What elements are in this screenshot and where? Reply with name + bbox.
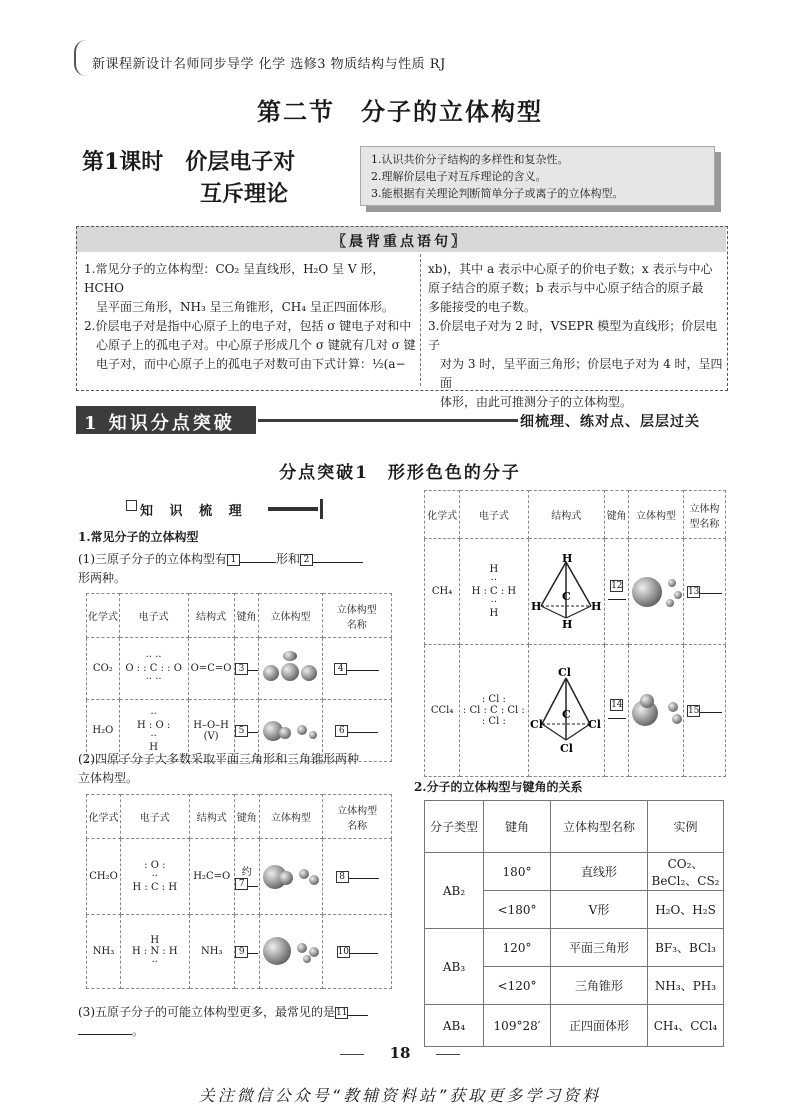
formula-ccl4: CCl₄	[425, 645, 460, 777]
summary-line: 多能接受的电子数。	[428, 300, 537, 314]
atom-ball	[674, 591, 682, 599]
answer-blank-3[interactable]	[248, 670, 258, 671]
page-number: 18	[389, 1044, 411, 1062]
atom-label: Cl	[558, 666, 572, 679]
formula-co2: CO₂	[87, 638, 120, 700]
knowledge-bar	[268, 507, 318, 511]
angle-approx: 约	[241, 867, 252, 878]
type-ab4: AB₄	[425, 1005, 484, 1047]
atom-label: Cl	[530, 718, 544, 731]
atom-ball	[297, 943, 307, 953]
electron-line: ·· ··	[145, 652, 162, 663]
bond-angle-table	[424, 800, 724, 1047]
structure-co2: O=C=O	[188, 638, 234, 700]
knowledge-bar-end	[320, 499, 323, 519]
type-ab2: AB₂	[425, 853, 484, 929]
tri-atom-table	[86, 593, 392, 762]
section-title: 第二节 分子的立体构型	[257, 97, 543, 126]
answer-blank-11b[interactable]	[78, 1034, 132, 1035]
th-shape: 立体构型	[629, 491, 684, 539]
blank-num-1: 1	[227, 554, 240, 566]
th-bond-angle: 键角	[484, 801, 551, 853]
name-cell	[322, 638, 391, 700]
shape-name: 正四面体形	[551, 1005, 648, 1047]
atom-ball	[668, 579, 676, 587]
atom-ball	[299, 869, 309, 879]
atom-ball	[279, 727, 291, 739]
model-ch4	[629, 539, 684, 645]
tri-b: 形和	[276, 552, 301, 566]
section-band-title: 1 知识分点突破	[84, 413, 235, 434]
blank-num-3: 3	[235, 663, 248, 675]
table-row	[87, 638, 392, 700]
footer-note: 关注微信公众号“教辅资料站”获取更多学习资料	[198, 1086, 602, 1105]
objective-item: 2.理解价层电子对互斥理论的含义。	[371, 170, 547, 183]
angle-value: 109°28′	[484, 1005, 551, 1047]
atom-ball	[632, 577, 662, 607]
header-curve	[74, 40, 86, 76]
blank-num-6: 6	[335, 725, 348, 737]
atom-ball	[672, 714, 682, 724]
s1-tri-text	[78, 550, 398, 588]
answer-blank-6[interactable]	[348, 732, 378, 733]
four-atom-table	[86, 794, 392, 989]
structure-ch4	[528, 539, 604, 645]
section-band-subtitle: 细梳理、练对点、层层过关	[520, 414, 700, 430]
blank-num-9: 9	[235, 946, 248, 958]
name-cell	[683, 539, 725, 645]
blank-num-2: 2	[300, 554, 313, 566]
electron-line: ··	[150, 730, 157, 742]
table-row	[425, 539, 726, 645]
atom-label: Cl	[560, 742, 574, 754]
th-formula: 化学式	[87, 594, 120, 638]
answer-blank-13[interactable]	[700, 593, 722, 594]
angle-value: <120°	[484, 967, 551, 1005]
table-row	[425, 929, 724, 967]
angle-value: 180°	[484, 853, 551, 891]
tetrahedron-ch4	[531, 552, 601, 628]
electron-line: H	[489, 608, 499, 619]
th-formula: 化学式	[87, 795, 121, 839]
electron-line: : Cl : C : Cl :	[462, 705, 525, 716]
electron-line: ··	[151, 871, 158, 882]
atom-label: H	[562, 552, 573, 565]
atom-label: Cl	[588, 718, 602, 731]
th-structure: 结构式	[528, 491, 604, 539]
section-band-line	[258, 419, 518, 422]
electron-nh3	[121, 915, 190, 989]
electron-line: ··	[150, 708, 157, 720]
answer-blank-7[interactable]	[248, 886, 258, 887]
blank-num-4: 4	[334, 663, 347, 675]
angle-value: 120°	[484, 929, 551, 967]
summary-title: 〖晨背重点语句〗	[332, 234, 468, 250]
blank-num-12: 12	[611, 581, 623, 591]
four-a: (2)四原子分子大多数采取平面三角形和三角锥形两种	[78, 752, 360, 766]
answer-blank-4[interactable]	[347, 670, 379, 671]
electron-line: ··	[151, 957, 158, 968]
electron-line: : O :	[144, 860, 166, 871]
examples: H₂O、H₂S	[648, 891, 724, 929]
angle-value: <180°	[484, 891, 551, 929]
answer-blank-5[interactable]	[248, 732, 258, 733]
atom-label: C	[562, 708, 571, 721]
table-row	[425, 853, 724, 891]
summary-line: xb)，其中 a 表示中心原子的价电子数；x 表示与中心	[428, 262, 713, 276]
th-structure: 结构式	[188, 594, 234, 638]
atom-ball	[309, 731, 317, 739]
angle-cell	[234, 638, 259, 700]
th-shape: 立体构型	[259, 795, 323, 839]
examples: NH₃、PH₃	[648, 967, 724, 1005]
summary-line: 电子对，而中心原子上的孤电子对数可由下式计算：½(a−	[96, 357, 406, 371]
atom-ball	[283, 651, 297, 661]
tetra-table	[424, 490, 726, 777]
th-electron: 电子式	[460, 491, 528, 539]
model-ch2o	[259, 839, 323, 915]
th-shape-name: 立体构型名称	[551, 801, 648, 853]
atom-label: H	[531, 600, 542, 613]
th-shape-name: 立体构型名称	[322, 594, 391, 638]
structure-h2o: H–O–H (V)	[188, 700, 234, 762]
answer-blank-2[interactable]	[313, 562, 363, 563]
th-mol-type: 分子类型	[425, 801, 484, 853]
blank-num-11: 11	[336, 1007, 348, 1018]
answer-blank-15[interactable]	[700, 712, 722, 713]
name-cell	[683, 645, 725, 777]
formula-h2o: H₂O	[87, 700, 120, 762]
atom-label: H	[591, 600, 602, 613]
atom-ball	[666, 599, 674, 607]
summary-line: 对为 3 时，呈平面三角形；价层电子对为 4 时，呈四面	[440, 357, 723, 390]
answer-blank-1[interactable]	[240, 562, 276, 563]
learning-objectives	[360, 146, 715, 206]
atom-ball	[309, 875, 319, 885]
running-header: 新课程新设计名师同步导学 化学 选修3 物质结构与性质 RJ	[92, 57, 446, 72]
atom-ball	[640, 694, 654, 708]
shape-name: 三角锥形	[551, 967, 648, 1005]
atom-ball	[263, 937, 291, 965]
electron-line: H : O :	[137, 719, 171, 731]
blank-num-14: 14	[611, 700, 623, 710]
structure-nh3: NH₃	[189, 915, 234, 989]
table-row	[87, 915, 392, 989]
point-title: 分点突破1 形形色色的分子	[279, 463, 521, 483]
table-row	[425, 1005, 724, 1047]
summary-line: 原子结合的原子数；b 表示与中心原子结合的原子最	[428, 281, 704, 295]
th-examples: 实例	[648, 801, 724, 853]
th-angle: 键角	[234, 594, 259, 638]
electron-ch4	[460, 539, 528, 645]
summary-line: 1.常见分子的立体构型：CO₂ 呈直线形，H₂O 呈 V 形，HCHO	[84, 262, 385, 295]
th-electron: 电子式	[121, 795, 190, 839]
atom-label: H	[562, 618, 573, 628]
five-end: 。	[132, 1024, 145, 1038]
shape-name: 平面三角形	[551, 929, 648, 967]
electron-line: H : N : H	[131, 946, 178, 957]
s2-title: 2.分子的立体构型与键角的关系	[414, 780, 583, 794]
formula-ch2o: CH₂O	[87, 839, 121, 915]
shape-name: V形	[551, 891, 648, 929]
knowledge-label: 知 识 梳 理	[140, 504, 248, 519]
summary-divider	[420, 254, 421, 386]
answer-blank-9[interactable]	[248, 953, 258, 954]
model-co2	[259, 638, 322, 700]
structure-ccl4	[528, 645, 604, 777]
electron-line: H : C : H	[132, 882, 178, 893]
electron-ccl4	[460, 645, 528, 777]
s1-title: 1.常见分子的立体构型	[78, 530, 199, 544]
th-angle: 键角	[234, 795, 259, 839]
electron-line: O : : C : : O	[125, 663, 182, 674]
summary-line: 体形，由此可推测分子的立体构型。	[440, 395, 633, 409]
th-shape-name: 立体构型名称	[683, 491, 725, 539]
blank-num-7: 7	[235, 878, 248, 890]
electron-line: ·· ··	[145, 674, 162, 685]
angle-cell	[234, 915, 259, 989]
square-icon	[126, 500, 137, 511]
objective-item: 3.能根据有关理论判断简单分子或离子的立体构型。	[371, 187, 624, 200]
tetrahedron-ccl4	[530, 664, 602, 754]
answer-blank-14[interactable]	[608, 718, 626, 719]
name-cell	[323, 915, 392, 989]
electron-line: H	[149, 741, 158, 753]
lesson-title	[82, 146, 295, 210]
shape-name: 直线形	[551, 853, 648, 891]
th-shape: 立体构型	[259, 594, 322, 638]
electron-line: : Cl :	[481, 694, 506, 705]
electron-line: : Cl :	[481, 716, 506, 727]
summary-left	[84, 260, 418, 374]
atom-ball	[309, 947, 319, 957]
answer-blank-12[interactable]	[608, 599, 626, 600]
angle-cell	[604, 539, 628, 645]
electron-co2	[119, 638, 188, 700]
th-formula: 化学式	[425, 491, 460, 539]
electron-line: ··	[490, 597, 498, 608]
name-cell	[323, 839, 392, 915]
summary-line: 2.价层电子对是指中心原子上的电子对，包括 σ 键电子对和中	[84, 319, 412, 333]
summary-line: 心原子上的孤电子对。中心原子形成几个 σ 键就有几对 σ 键	[96, 338, 416, 352]
model-ccl4	[629, 645, 684, 777]
tri-c: 形两种。	[78, 571, 127, 585]
atom-ball	[668, 702, 678, 712]
examples: CO₂、BeCl₂、CS₂	[648, 853, 724, 891]
tri-a: (1)三原子分子的立体构型有	[78, 552, 227, 566]
electron-line: H	[150, 935, 160, 946]
electron-line: ··	[490, 575, 498, 586]
electron-line: H : C : H	[471, 586, 517, 597]
atom-label: C	[562, 590, 571, 603]
five-a: (3)五原子分子的可能立体构型更多，最常见的是	[78, 1005, 335, 1019]
formula-ch4: CH₄	[425, 539, 460, 645]
table-row	[425, 645, 726, 777]
formula-nh3: NH₃	[87, 915, 121, 989]
atom-ball	[301, 665, 317, 681]
atom-ball	[281, 663, 299, 681]
answer-blank-8[interactable]	[349, 878, 379, 879]
angle-cell	[234, 839, 259, 915]
summary-line: 呈平面三角形，NH₃ 呈三角锥形，CH₄ 呈正四面体形。	[96, 300, 394, 314]
angle-cell	[604, 645, 628, 777]
examples: CH₄、CCl₄	[648, 1005, 724, 1047]
answer-blank-11[interactable]	[348, 1015, 368, 1016]
blank-num-13: 13	[687, 586, 700, 597]
summary-line: 3.价层电子对为 2 时，VSEPR 模型为直线形；价层电子	[428, 319, 718, 352]
blank-num-15: 15	[687, 705, 700, 716]
th-structure: 结构式	[189, 795, 234, 839]
electron-line: H	[489, 564, 499, 575]
atom-ball	[297, 725, 307, 735]
type-ab3: AB₃	[425, 929, 484, 1005]
four-b: 立体构型。	[78, 771, 139, 785]
answer-blank-10[interactable]	[350, 953, 378, 954]
lesson-title-line1: 第1课时 价层电子对	[82, 149, 296, 175]
th-electron: 电子式	[119, 594, 188, 638]
table-row	[87, 839, 392, 915]
s1-five-text	[78, 1003, 398, 1041]
th-shape-name: 立体构型名称	[323, 795, 392, 839]
examples: BF₃、BCl₃	[648, 929, 724, 967]
s1-four-text	[78, 750, 398, 788]
structure-ch2o: H₂C=O	[189, 839, 234, 915]
th-angle: 键角	[604, 491, 628, 539]
blank-num-10: 10	[337, 946, 350, 957]
blank-num-5: 5	[235, 725, 248, 737]
objective-item: 1.认识共价分子结构的多样性和复杂性。	[371, 153, 569, 166]
atom-ball	[303, 955, 311, 963]
summary-right	[428, 260, 724, 412]
electron-ch2o	[121, 839, 190, 915]
model-nh3	[259, 915, 323, 989]
atom-ball	[263, 665, 279, 681]
blank-num-8: 8	[336, 871, 349, 883]
lesson-title-line2: 互斥理论	[200, 181, 289, 207]
atom-ball	[279, 871, 293, 885]
